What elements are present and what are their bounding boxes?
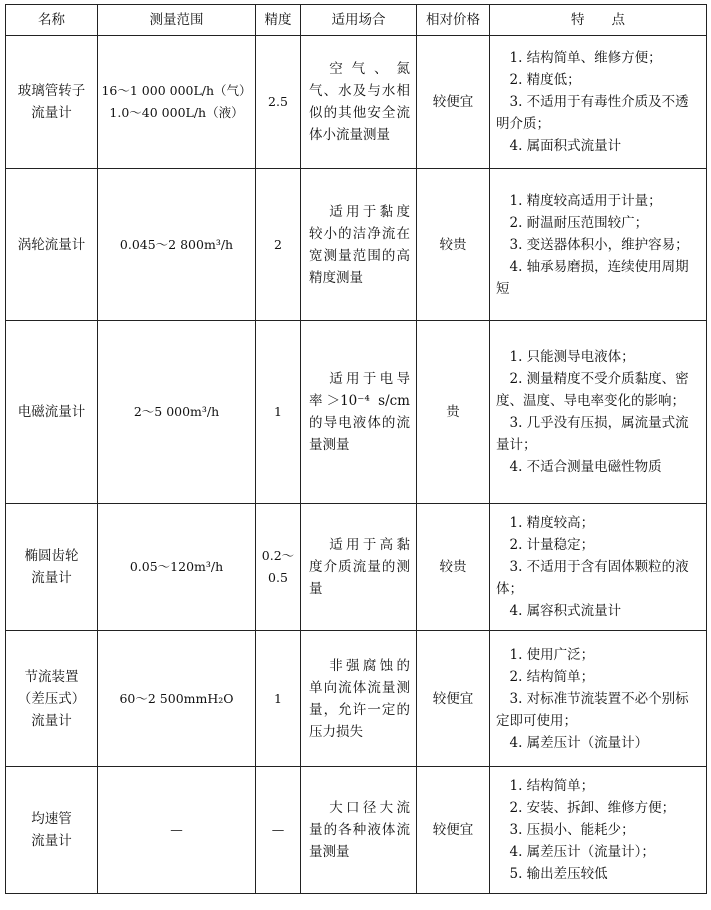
name-line: 玻璃管转子	[17, 83, 86, 99]
feature-item: 2. 安装、拆卸、维修方便；	[509, 800, 676, 816]
scope-text: 适用于高黏度介质流量的测量	[309, 537, 410, 597]
cell-scope	[301, 767, 417, 894]
feature-item: 2. 测量精度不受介质黏度、密度、温度、导电率变化的影响；	[496, 371, 689, 409]
feature-item: 2. 结构简单；	[509, 668, 595, 685]
feature-item: 1. 使用广泛；	[509, 646, 595, 663]
table-row	[6, 767, 707, 894]
feature-item: 1. 精度较高适用于计量；	[509, 192, 662, 209]
cell-price: 较便宜	[417, 767, 490, 894]
cell-name	[6, 321, 98, 504]
feature-item: 1. 结构简单、维修方便；	[509, 50, 662, 66]
cell-precision: —	[256, 767, 301, 894]
cell-range	[98, 169, 256, 321]
scope-text: 非强腐蚀的单向流体流量测量，允许一定的压力损失	[309, 657, 410, 740]
range-line: 1.0～40 000L/h（液）	[109, 105, 244, 120]
name-line: 流量计	[31, 833, 72, 849]
cell-price: 较贵	[417, 169, 490, 321]
cell-range	[98, 36, 256, 169]
range-line: 16～1 000 000L/h（气）	[101, 83, 252, 98]
name-line: 涡轮流量计	[17, 236, 86, 253]
cell-scope	[301, 36, 417, 169]
range-line: 60～2 500mmH₂O	[119, 690, 234, 706]
range-line: —	[170, 822, 183, 837]
feature-item: 3. 几乎没有压损，属流量式流量计；	[496, 415, 689, 453]
range-line: 0.045～2 800m³/h	[119, 236, 234, 252]
range-line: 0.05～120m³/h	[129, 559, 224, 574]
feature-item: 5. 输出差压较低	[509, 866, 608, 882]
table-row	[6, 169, 707, 321]
cell-range	[98, 767, 256, 894]
cell-name	[6, 36, 98, 169]
cell-features	[490, 169, 707, 321]
table-header-row	[6, 5, 707, 36]
feature-item: 4. 属容积式流量计	[509, 603, 622, 619]
flowmeter-comparison-table	[5, 4, 707, 894]
cell-precision: 2	[256, 169, 301, 321]
feature-item: 2. 计量稳定；	[509, 537, 595, 553]
table-row	[6, 36, 707, 169]
cell-features	[490, 36, 707, 169]
cell-range	[98, 504, 256, 631]
scope-text: 适用于黏度较小的洁净流在宽测量范围的高精度测量	[309, 203, 410, 286]
cell-precision: 0.2～0.5	[256, 504, 301, 631]
scope-text: 大口径大流量的各种液体流量测量	[309, 800, 410, 860]
feature-item: 4. 轴承易磨损，连续使用周期短	[496, 258, 689, 297]
name-line: 椭圆齿轮	[24, 548, 79, 564]
cell-scope	[301, 631, 417, 767]
header-scope: 适用场合	[301, 5, 417, 36]
cell-precision: 1	[256, 631, 301, 767]
header-precision: 精度	[256, 5, 301, 36]
cell-price: 较便宜	[417, 36, 490, 169]
name-line: 流量计	[31, 570, 72, 586]
cell-name	[6, 631, 98, 767]
cell-scope	[301, 321, 417, 504]
feature-item: 3. 不适用于有毒性介质及不透明介质；	[496, 94, 689, 132]
scope-text: 适用于电导率＞10⁻⁴ s/cm的导电液体的流量测量	[309, 371, 410, 453]
name-line: 电磁流量计	[17, 404, 86, 420]
name-line: 节流装置	[24, 668, 79, 685]
feature-item: 2. 精度低；	[509, 72, 581, 88]
feature-item: 3. 压损小、能耗少；	[509, 822, 635, 838]
cell-price: 贵	[417, 321, 490, 504]
feature-item: 1. 只能测导电液体；	[509, 349, 635, 365]
cell-precision: 2.5	[256, 36, 301, 169]
name-line: 流量计	[31, 712, 72, 729]
feature-item: 3. 变送器体积小，维护容易；	[509, 236, 689, 253]
header-price: 相对价格	[417, 5, 490, 36]
feature-item: 1. 结构简单；	[509, 778, 595, 794]
feature-item: 3. 不适用于含有固体颗粒的液体；	[496, 559, 689, 597]
table-row	[6, 631, 707, 767]
header-name: 名称	[6, 5, 98, 36]
range-line: 2～5 000m³/h	[133, 404, 220, 419]
cell-features	[490, 767, 707, 894]
feature-item: 4. 属差压计（流量计）；	[509, 844, 655, 860]
cell-price: 较便宜	[417, 631, 490, 767]
name-line: 均速管	[31, 811, 72, 827]
cell-price: 较贵	[417, 504, 490, 631]
cell-range	[98, 321, 256, 504]
cell-features	[490, 504, 707, 631]
cell-name	[6, 767, 98, 894]
cell-precision: 1	[256, 321, 301, 504]
table-body	[6, 36, 707, 894]
scope-text: 空气、氮气、水及与水相似的其他安全流体小流量测量	[309, 61, 410, 143]
cell-range	[98, 631, 256, 767]
header-features: 特 点	[490, 5, 707, 36]
feature-item: 2. 耐温耐压范围较广；	[509, 214, 649, 231]
cell-features	[490, 321, 707, 504]
table-row	[6, 504, 707, 631]
cell-scope	[301, 504, 417, 631]
cell-name	[6, 169, 98, 321]
cell-features	[490, 631, 707, 767]
name-line: （差压式）	[17, 690, 86, 707]
table-row	[6, 321, 707, 504]
header-range: 测量范围	[98, 5, 256, 36]
feature-item: 1. 精度较高；	[509, 515, 595, 531]
feature-item: 3. 对标准节流装置不必个别标定即可使用；	[496, 690, 689, 729]
cell-name	[6, 504, 98, 631]
cell-scope	[301, 169, 417, 321]
feature-item: 4. 属差压计（流量计）	[509, 734, 649, 751]
feature-item: 4. 属面积式流量计	[509, 138, 622, 154]
feature-item: 4. 不适合测量电磁性物质	[509, 459, 662, 475]
name-line: 流量计	[31, 105, 72, 121]
